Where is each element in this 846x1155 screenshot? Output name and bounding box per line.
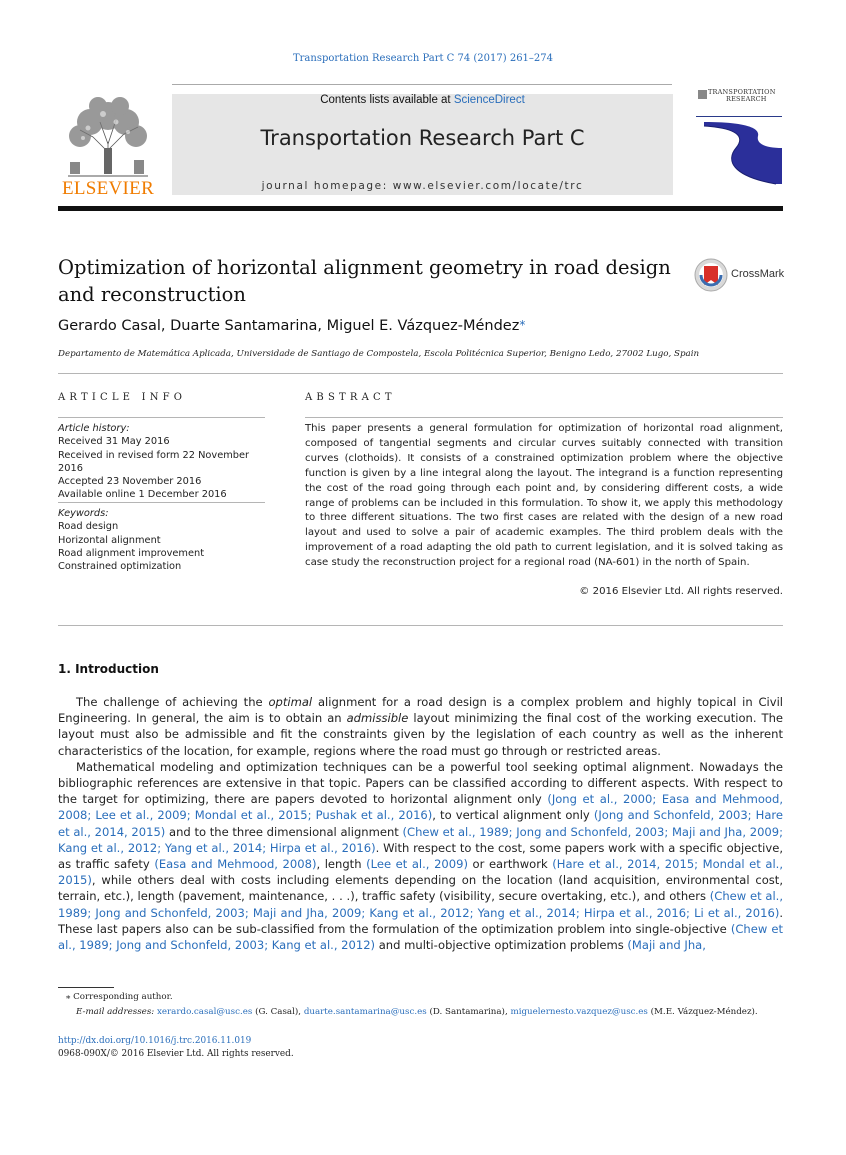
- cover-title-line2: RESEARCH: [726, 95, 767, 103]
- contents-line: [172, 94, 673, 106]
- author-affiliation: Departamento de Matemática Aplicada, Universidade de Santiago de Compostela, Escola Politécnica Superior, Benigno Ledo, 27002 Lugo, Spain: [58, 349, 700, 359]
- email-link[interactable]: xerardo.casal@usc.es: [156, 1007, 253, 1017]
- keyword-item: Road alignment improvement: [58, 547, 205, 559]
- keyword-item: Horizontal alignment: [58, 534, 161, 546]
- corresponding-author-mark[interactable]: *: [519, 318, 526, 332]
- article-title: Optimization of horizontal alignment geometry in road design and reconstruction: [58, 256, 671, 306]
- citation-link[interactable]: (Hare et al., 2014, 2015; Mondal et al., 2015): [58, 857, 784, 888]
- intro-body: [58, 694, 783, 953]
- homepage-prefix: journal homepage:: [261, 180, 393, 192]
- doi-link[interactable]: http://dx.doi.org/10.1016/j.trc.2016.11.019: [58, 1036, 252, 1046]
- footnote-mark: ⁎: [66, 992, 71, 1002]
- citation-link[interactable]: (Easa and Mehmood, 2008): [154, 857, 317, 872]
- journal-citation[interactable]: Transportation Research Part C 74 (2017) 261–274: [292, 53, 554, 64]
- history-item: Available online 1 December 2016: [58, 489, 227, 501]
- journal-name: Transportation Research Part C: [260, 126, 585, 150]
- keyword-item: Road design: [58, 521, 119, 533]
- cover-title-line1: TRANSPORTATION: [708, 88, 776, 96]
- citation-link[interactable]: (Chew et al., 1989; Jong and Schonfeld, 2003; Kang et al., 2012): [58, 921, 783, 953]
- article-info-divider: [58, 417, 265, 418]
- citation-link[interactable]: (Chew et al., 1989; Jong and Schonfeld, 2003; Maji and Jha, 2009; Kang et al., 2012; Yang et al., 2014; Hirpa et al., 2016; Li et al., 2016): [58, 889, 783, 920]
- keywords-list: [58, 507, 273, 573]
- abstract-text: This paper presents a general formulation for optimization of horizontal road alignment, composed of tangential segments and circular curves suitably connected with transition curves (clothoids). It consists of a constrained optimization problem where the objective function is given by a line integral along the layout. The integrand is a function representing the cost of the road going through each point and, by considering different costs, a wide range of problems can be included in this formulation. To show it, we apply this methodology to three different situations. The two first cases are related with the design of a new road layout and used to solve a pair of academic examples. The third problem deals with the improvement of a road adapting the old path to current legislation, and it is solved taking as case study the reconstruction project for a regional road (NA-601) in the north of Spain.: [305, 423, 783, 569]
- keywords-divider: [58, 502, 265, 503]
- homepage-link[interactable]: www.elsevier.com/locate/trc: [392, 180, 584, 192]
- citation-link[interactable]: (Jong and Schonfeld, 2003; Hare et al., 2014, 2015): [58, 808, 784, 839]
- email-link[interactable]: miguelernesto.vazquez@usc.es: [510, 1007, 648, 1017]
- section-heading-introduction: 1. Introduction: [58, 662, 159, 676]
- keywords-label: Keywords:: [58, 508, 109, 519]
- history-item: Received in revised form 22 November 2016: [58, 449, 250, 474]
- abstract-bottom-divider: [58, 625, 783, 626]
- crossmark-icon[interactable]: [694, 258, 728, 292]
- history-item: Received 31 May 2016: [58, 436, 170, 448]
- intro-paragraph-2: Mathematical modeling and optimization techniques can be a powerful tool seeking optimal alignment. Nowadays the bibliographic references are extensive in that topic. Papers can be classified according to different aspects. With respect to the target for optimizing, there are papers devoted to horizontal alignment only (Jong et al., 2000; Easa and Mehmood, 2008; Lee et al., 2009; Mondal et al., 2015; Pushak et al., 2016), to vertical alignment only (Jong and Schonfeld, 2003; Hare et al., 2014, 2015) and to the three dimensional alignment (Chew et al., 1989; Jong and Schonfeld, 2003; Maji and Jha, 2009; Kang et al., 2012; Yang et al., 2014; Hirpa et al., 2016). With respect to the cost, some papers work with a specific objective, as traffic safety (Easa and Mehmood, 2008), length (Lee et al., 2009) or earthwork (Hare et al., 2014, 2015; Mondal et al., 2015), while others deal with costs including elements depending on the location (land acquisition, environmental cost, terrain, etc.), length (pavement, maintenance, . . .), traffic safety (visibility, secure overtaking, etc.), and others (Chew et al., 1989; Jong and Schonfeld, 2003; Maji and Jha, 2009; Kang et al., 2012; Yang et al., 2014; Hirpa et al., 2016; Li et al., 2016). These last papers also can be sub-classified from the formulation of the optimization problem into single-objective (Chew et al., 1989; Jong and Schonfeld, 2003; Kang et al., 2012) and multi-objective optimization problems (Maji and Jha,: [58, 759, 784, 953]
- history-item: Accepted 23 November 2016: [58, 476, 202, 488]
- crossmark-label[interactable]: CrossMark: [731, 268, 785, 280]
- citation-link[interactable]: (Lee et al., 2009): [366, 857, 468, 872]
- history-label: Article history:: [58, 423, 130, 434]
- affiliation-divider: [58, 373, 783, 374]
- article-history: [58, 422, 273, 502]
- abstract-divider: [305, 417, 783, 418]
- elsevier-wordmark: ELSEVIER: [61, 178, 155, 199]
- email-addresses: E-mail addresses: xerardo.casal@usc.es (G. Casal), duarte.santamarina@usc.es (D. Santamarina), miguelernesto.vazquez@usc.es (M.E. Vázquez-Méndez).: [76, 1007, 758, 1017]
- corresponding-author-note: [66, 992, 173, 1002]
- footnote-rule: [58, 987, 114, 988]
- sciencedirect-link[interactable]: ScienceDirect: [453, 94, 525, 106]
- abstract-copyright: © 2016 Elsevier Ltd. All rights reserved.: [579, 586, 783, 597]
- article-info-heading: ARTICLE INFO: [58, 392, 187, 403]
- keyword-item: Constrained optimization: [58, 561, 182, 573]
- intro-paragraph-1: The challenge of achieving the optimal alignment for a road design is a complex problem and highly topical in Civil Engineering. In general, the aim is to obtain an admissible layout minimizing the final cost of the working execution. The layout must also be admissible and fit the constraints given by the legislation of each country as well as the inherent characteristics of the location, for example, regions where the road must go through or restricted areas.: [58, 695, 783, 758]
- cover-title: [708, 89, 784, 103]
- authors-names: Gerardo Casal, Duarte Santamarina, Miguel E. Vázquez-Méndez: [58, 318, 520, 334]
- citation-link[interactable]: (Chew et al., 1989; Jong and Schonfeld, 2003; Maji and Jha, 2009; Kang et al., 2012; Yang et al., 2014; Hirpa et al., 2016): [58, 824, 783, 855]
- email-label: E-mail addresses:: [76, 1007, 155, 1017]
- corresponding-label: Corresponding author.: [73, 992, 173, 1002]
- citation-link[interactable]: (Jong et al., 2000; Easa and Mehmood, 2008; Lee et al., 2009; Mondal et al., 2015; Pushak et al., 2016): [58, 792, 783, 823]
- contents-prefix: Contents lists available at: [320, 94, 454, 106]
- header-divider: [172, 84, 672, 85]
- issn-copyright: 0968-090X/© 2016 Elsevier Ltd. All rights reserved.: [58, 1049, 294, 1059]
- email-link[interactable]: duarte.santamarina@usc.es: [303, 1007, 427, 1017]
- journal-homepage: [172, 180, 673, 192]
- abstract-heading: ABSTRACT: [305, 392, 396, 403]
- author-list: [58, 318, 758, 334]
- header-thick-rule: [58, 206, 783, 211]
- citation-link[interactable]: (Maji and Jha,: [627, 938, 706, 953]
